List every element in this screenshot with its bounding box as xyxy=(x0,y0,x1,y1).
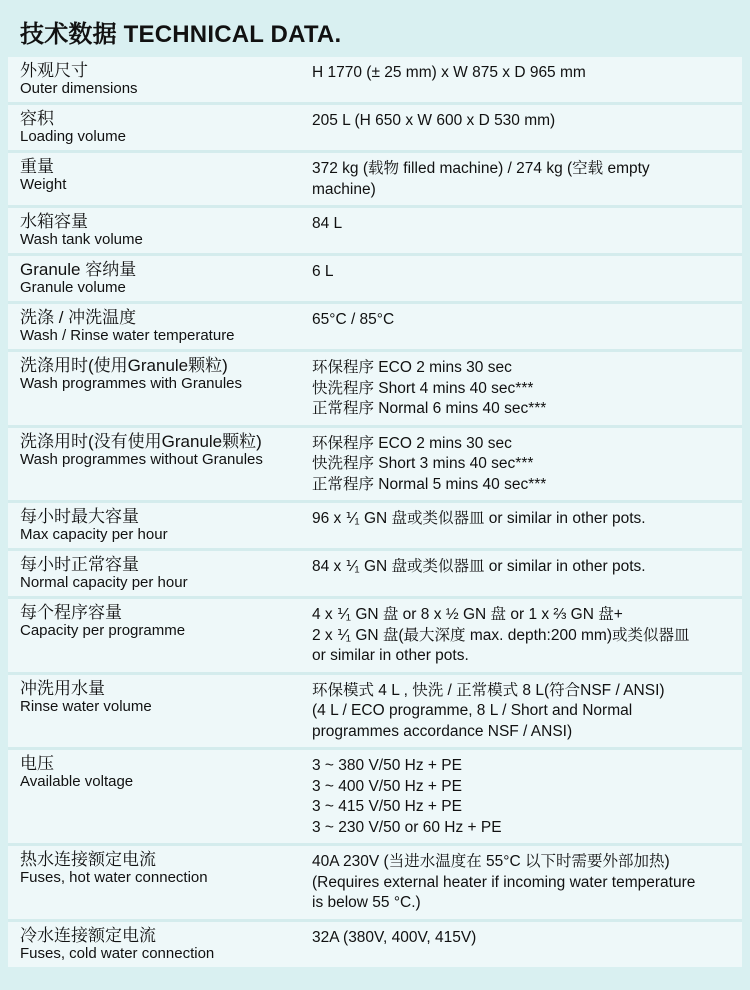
spec-label-english: Granule volume xyxy=(20,279,126,296)
spec-label xyxy=(20,157,312,200)
spec-row xyxy=(8,304,742,352)
spec-label-chinese: 冲洗用水量 xyxy=(20,678,105,698)
spec-value-line: 3 ~ 400 V/50 Hz + PE xyxy=(312,777,462,795)
spec-value-line: 环保模式 4 L , 快洗 / 正常模式 8 L(符合NSF / ANSI) xyxy=(312,681,665,699)
spec-label xyxy=(20,308,312,344)
spec-value xyxy=(312,212,732,248)
spec-value-line: (4 L / ECO programme, 8 L / Short and Normal xyxy=(312,702,633,719)
spec-value xyxy=(312,356,732,420)
spec-label-chinese: 每小时最大容量 xyxy=(20,507,139,526)
spec-label xyxy=(20,754,312,838)
spec-label-chinese: 电压 xyxy=(20,754,54,773)
spec-label-chinese: 洗涤用时(使用Granule颗粒) xyxy=(20,356,228,375)
spec-value-line: 84 x ⅟₁ GN 盘或类似器皿 or similar in other pots. xyxy=(312,558,646,575)
spec-row xyxy=(8,675,742,751)
spec-label-chinese: 每小时正常容量 xyxy=(20,555,139,574)
spec-label xyxy=(20,260,312,296)
spec-row xyxy=(8,256,742,304)
spec-label xyxy=(20,507,312,543)
spec-value-line: 3 ~ 380 V/50 Hz + PE xyxy=(312,757,462,774)
spec-value-line: 84 L xyxy=(312,215,343,232)
spec-value xyxy=(312,157,732,200)
spec-row xyxy=(8,599,742,675)
spec-label xyxy=(20,850,312,914)
spec-row xyxy=(8,846,742,922)
spec-value-line: 96 x ⅟₁ GN 盘或类似器皿 or similar in other pots. xyxy=(312,510,646,527)
spec-value xyxy=(312,109,732,145)
spec-label-english: Weight xyxy=(20,176,67,193)
spec-value-line: or similar in other pots. xyxy=(312,647,469,664)
spec-row xyxy=(8,750,742,846)
spec-label-english: Wash programmes without Granules xyxy=(20,450,263,468)
spec-row xyxy=(8,503,742,551)
spec-value-line: 372 kg (载物 filled machine) / 274 kg (空载 empty xyxy=(312,160,650,177)
spec-label-english: Fuses, cold water connection xyxy=(20,944,215,962)
spec-label-chinese: 洗涤 / 冲洗温度 xyxy=(20,308,137,327)
spec-label-english: Outer dimensions xyxy=(20,80,138,97)
spec-label xyxy=(20,61,312,97)
spec-label-english: Fuses, hot water connection xyxy=(20,869,208,886)
spec-value-line: 正常程序 Normal 5 mins 40 sec*** xyxy=(312,475,547,493)
spec-value xyxy=(312,679,732,743)
spec-row xyxy=(8,551,742,599)
spec-label xyxy=(20,679,312,743)
spec-value-line: 65°C / 85°C xyxy=(312,311,395,328)
spec-label-english: Wash programmes with Granules xyxy=(20,375,243,392)
spec-row xyxy=(8,208,742,256)
spec-label xyxy=(20,109,312,145)
spec-value-line: 32A (380V, 400V, 415V) xyxy=(312,928,477,946)
spec-label-chinese: 容积 xyxy=(20,109,54,128)
spec-value-line: is below 55 °C.) xyxy=(312,894,421,911)
spec-label-english: Rinse water volume xyxy=(20,697,152,715)
spec-value xyxy=(312,61,732,97)
spec-label-english: Wash tank volume xyxy=(20,231,143,248)
spec-value xyxy=(312,260,732,296)
spec-value-line: 40A 230V (当进水温度在 55°C 以下时需要外部加热) xyxy=(312,853,670,870)
spec-row xyxy=(8,352,742,428)
spec-value-line: machine) xyxy=(312,180,376,198)
spec-value-line: (Requires external heater if incoming water temperature xyxy=(312,873,696,891)
spec-label xyxy=(20,356,312,420)
spec-value xyxy=(312,432,732,496)
spec-value xyxy=(312,603,732,667)
spec-label xyxy=(20,555,312,591)
spec-value-line: 3 ~ 230 V/50 or 60 Hz + PE xyxy=(312,818,502,836)
spec-value-line: 快洗程序 Short 4 mins 40 sec*** xyxy=(312,379,534,397)
spec-value xyxy=(312,507,732,543)
spec-value-line: 正常程序 Normal 6 mins 40 sec*** xyxy=(312,400,547,417)
spec-value-line: 6 L xyxy=(312,263,334,280)
spec-label xyxy=(20,432,312,496)
spec-value xyxy=(312,926,732,962)
spec-value xyxy=(312,754,732,838)
spec-value-line: 3 ~ 415 V/50 Hz + PE xyxy=(312,798,462,815)
spec-label-english: Available voltage xyxy=(20,773,134,790)
spec-label-chinese: 洗涤用时(没有使用Granule颗粒) xyxy=(20,431,262,451)
spec-value xyxy=(312,850,732,914)
spec-label-chinese: 外观尺寸 xyxy=(20,61,88,80)
spec-label-chinese: 冷水连接额定电流 xyxy=(20,925,156,945)
spec-label-chinese: 重量 xyxy=(20,157,54,176)
spec-label-english: Loading volume xyxy=(20,128,126,145)
spec-label-chinese: 每个程序容量 xyxy=(20,603,122,622)
spec-value-line: 2 x ⅟₁ GN 盘(最大深度 max. depth:200 mm)或类似器皿 xyxy=(312,626,690,644)
spec-row xyxy=(8,105,742,153)
spec-value-line: programmes accordance NSF / ANSI) xyxy=(312,722,573,740)
spec-label xyxy=(20,212,312,248)
spec-row xyxy=(8,153,742,208)
spec-label-chinese: Granule 容纳量 xyxy=(20,260,137,279)
spec-label-english: Max capacity per hour xyxy=(20,526,168,543)
spec-table xyxy=(8,57,742,967)
spec-label xyxy=(20,603,312,667)
spec-value-line: H 1770 (± 25 mm) x W 875 x D 965 mm xyxy=(312,64,586,81)
spec-label-english: Wash / Rinse water temperature xyxy=(20,327,235,344)
spec-value xyxy=(312,308,732,344)
spec-value xyxy=(312,555,732,591)
spec-label-chinese: 水箱容量 xyxy=(20,212,88,231)
spec-row xyxy=(8,57,742,105)
spec-row xyxy=(8,922,742,967)
spec-value-line: 环保程序 ECO 2 mins 30 sec xyxy=(312,434,512,452)
spec-value-line: 4 x ⅟₁ GN 盘 or 8 x ½ GN 盘 or 1 x ⅔ GN 盘+ xyxy=(312,606,623,623)
spec-value-line: 环保程序 ECO 2 mins 30 sec xyxy=(312,359,512,376)
spec-value-line: 205 L (H 650 x W 600 x D 530 mm) xyxy=(312,112,556,129)
page-title: 技术数据 TECHNICAL DATA. xyxy=(20,21,342,48)
spec-label-english: Capacity per programme xyxy=(20,622,186,639)
spec-label xyxy=(20,926,312,962)
spec-label-chinese: 热水连接额定电流 xyxy=(20,850,156,869)
spec-label-english: Normal capacity per hour xyxy=(20,574,188,591)
spec-row xyxy=(8,428,742,504)
spec-value-line: 快洗程序 Short 3 mins 40 sec*** xyxy=(312,455,534,472)
